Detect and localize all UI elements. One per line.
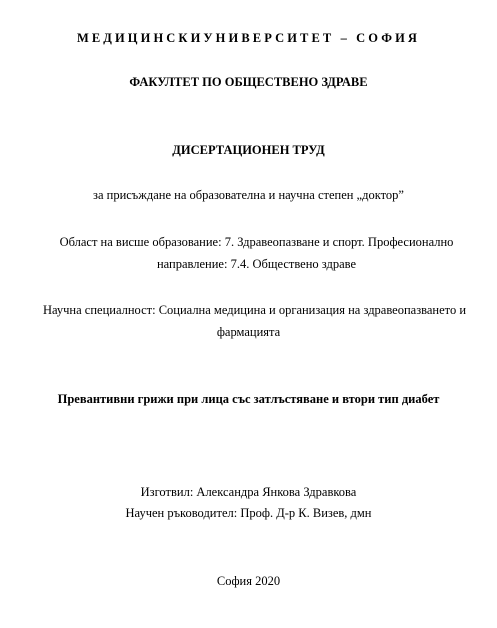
thesis-title: Превантивни грижи при лица със затлъстяване и втори тип диабет	[57, 392, 440, 406]
document-type: ДИСЕРТАЦИОНЕН ТРУД	[172, 143, 325, 157]
university-name: МЕДИЦИНСКИУНИВЕРСИТЕТ – СОФИЯ	[76, 31, 421, 45]
author-line: Изготвил: Александра Янкова Здравкова	[140, 485, 357, 499]
specialty-line-2: фармацията	[216, 325, 281, 339]
field-line-1: Област на висше образование: 7. Здравеопазване и спорт. Професионално	[59, 235, 454, 249]
specialty-line-1: Научна специалност: Социална медицина и организация на здравеопазването и	[42, 303, 467, 317]
faculty-name: ФАКУЛТЕТ ПО ОБЩЕСТВЕНО ЗДРАВЕ	[129, 75, 368, 89]
supervisor-line: Научен ръководител: Проф. Д-р К. Визев, дмн	[125, 506, 372, 520]
field-line-2: направление: 7.4. Обществено здраве	[156, 257, 357, 271]
place-year: София 2020	[216, 574, 281, 588]
degree-line: за присъждане на образователна и научна степен „доктор”	[93, 188, 404, 202]
